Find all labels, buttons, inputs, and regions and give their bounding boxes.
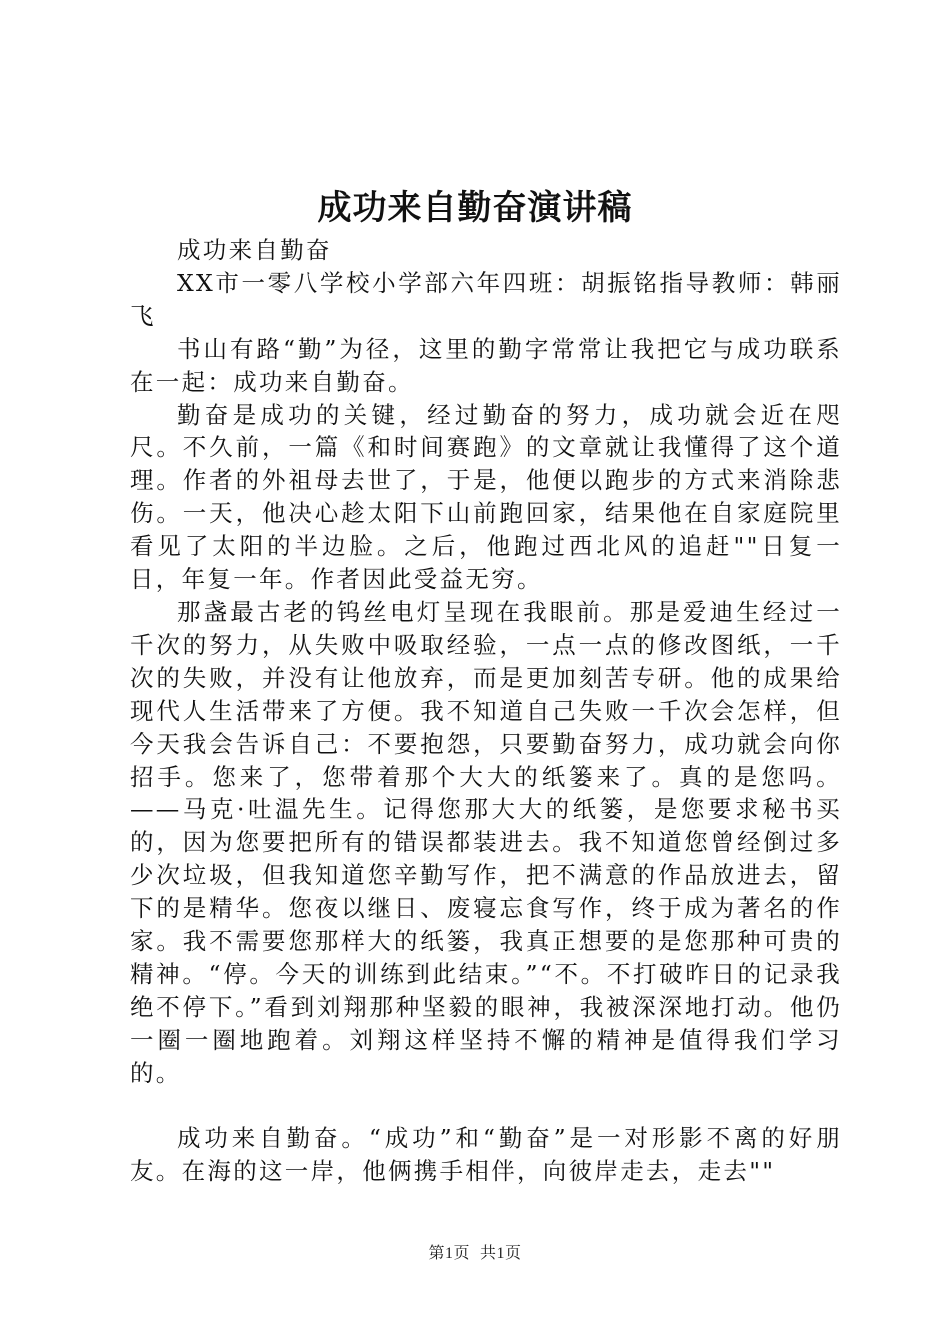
paragraph-subtitle: 成功来自勤奋	[177, 236, 332, 264]
paragraph-intro: 书山有路“勤”为径，这里的勤字常常让我把它与成功联系在一起：成功来自勤奋。	[130, 334, 842, 396]
paragraph-conclusion: 成功来自勤奋。“成功”和“勤奋”是一对形影不离的好朋友。在海的这一岸，他俩携手相伴，向彼岸走去，走去""	[130, 1124, 842, 1186]
page-footer	[0, 1243, 950, 1265]
paragraph-examples: 那盏最古老的钨丝电灯呈现在我眼前。那是爱迪生经过一千次的努力，从失败中吸取经验，一点一点的修改图纸，一千次的失败，并没有让他放弃，而是更加刻苦专研。他的成果给现代人生活带来了方便。我不知道自己失败一千次会怎样，但今天我会告诉自己：不要抱怨，只要勤奋努力，成功就会向你招手。您来了，您带着那个大大的纸篓来了。真的是您吗。——马克·吐温先生。记得您那大大的纸篓，是您要求秘书买的，因为您要把所有的错误都装进去。我不知道您曾经倒过多少次垃圾，但我知道您辛勤写作，把不满意的作品放进去，留下的是精华。您夜以继日、废寝忘食写作，终于成为著名的作家。我不需要您那样大的纸篓，我真正想要的是您那种可贵的精神。“停。今天的训练到此结束。”“不。不打破昨日的记录我绝不停下。”看到刘翔那种坚毅的眼神，我被深深地打动。他仍一圈一圈地跑着。刘翔这样坚持不懈的精神是值得我们学习的。	[130, 597, 842, 1087]
page-total: 共1页	[480, 1245, 522, 1262]
paragraph-time-race: 勤奋是成功的关键，经过勤奋的努力，成功就会近在咫尺。不久前，一篇《和时间赛跑》的文章就让我懂得了这个道理。作者的外祖母去世了，于是，他便以跑步的方式来消除悲伤。一天，他决心趁太阳下山前跑回家，结果他在自家庭院里看见了太阳的半边脸。之后，他跑过西北风的追赶""日复一日，年复一年。作者因此受益无穷。	[130, 400, 842, 594]
page-number: 第1页	[428, 1245, 470, 1262]
document-body	[130, 234, 842, 1188]
document-title: 成功来自勤奋演讲稿	[317, 188, 633, 228]
paragraph-author: XX市一零八学校小学部六年四班：胡振铭指导教师：韩丽飞	[130, 268, 842, 330]
